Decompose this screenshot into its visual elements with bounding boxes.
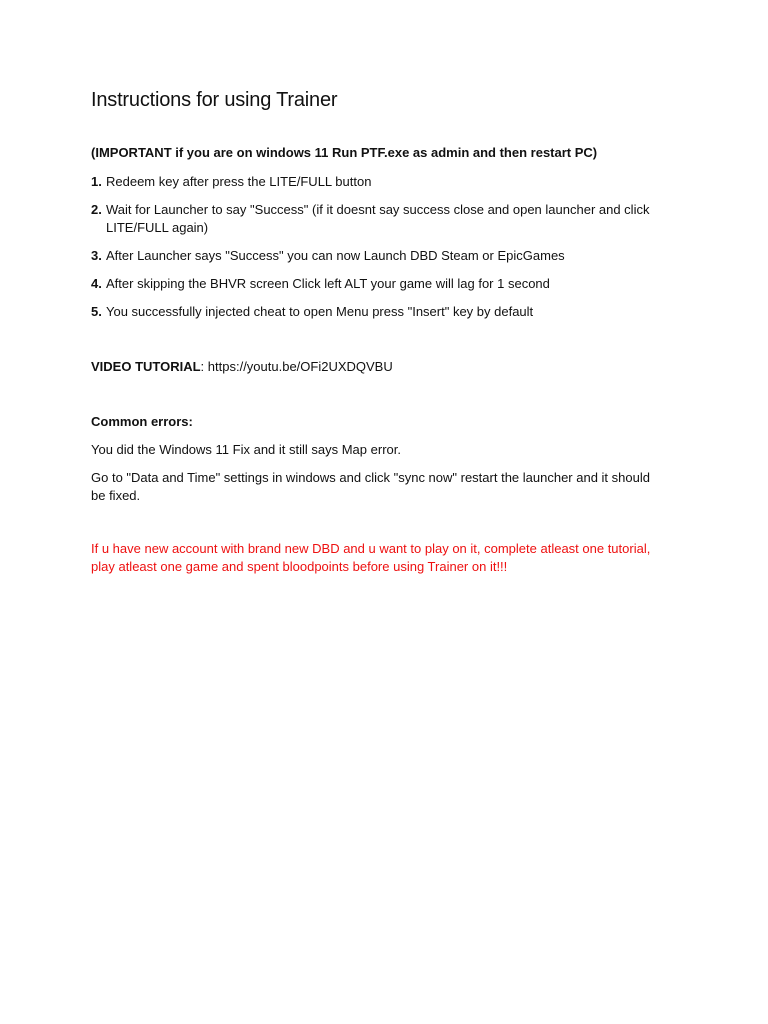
step-item	[91, 303, 651, 321]
step-item	[91, 275, 651, 293]
new-account-warning: If u have new account with brand new DBD and u want to play on it, complete atleast one tutorial, play atleast one game and spent bloodpoints before using Trainer on it!!!	[91, 541, 651, 574]
step-number: 1.	[91, 174, 102, 189]
common-error-solution: Go to "Data and Time" settings in windows and click "sync now" restart the launcher and it should be fixed.	[91, 470, 650, 503]
common-error-problem: You did the Windows 11 Fix and it still says Map error.	[91, 442, 401, 457]
steps-list	[91, 173, 651, 321]
common-errors-heading: Common errors:	[91, 414, 193, 429]
important-note: (IMPORTANT if you are on windows 11 Run PTF.exe as admin and then restart PC)	[91, 145, 598, 160]
step-number: 4.	[91, 276, 102, 291]
step-text: You successfully injected cheat to open Menu press "Insert" key by default	[106, 304, 534, 319]
document-page	[91, 86, 651, 576]
video-tutorial-separator: :	[200, 359, 208, 374]
step-item	[91, 173, 651, 191]
step-item	[91, 247, 651, 265]
step-number: 2.	[91, 202, 102, 217]
video-tutorial-label: VIDEO TUTORIAL	[91, 359, 201, 374]
step-text: After Launcher says "Success" you can now Launch DBD Steam or EpicGames	[106, 248, 565, 263]
video-tutorial-line	[91, 358, 651, 376]
document-title: Instructions for using Trainer	[91, 89, 338, 111]
step-text: Redeem key after press the LITE/FULL button	[106, 174, 372, 189]
step-item	[91, 201, 651, 237]
step-number: 5.	[91, 304, 102, 319]
step-number: 3.	[91, 248, 102, 263]
video-tutorial-link[interactable]: https://youtu.be/OFi2UXDQVBU	[207, 359, 393, 374]
step-text: Wait for Launcher to say "Success" (if it doesnt say success close and open launcher and click LITE/FULL again)	[106, 202, 650, 235]
step-text: After skipping the BHVR screen Click left ALT your game will lag for 1 second	[106, 276, 550, 291]
